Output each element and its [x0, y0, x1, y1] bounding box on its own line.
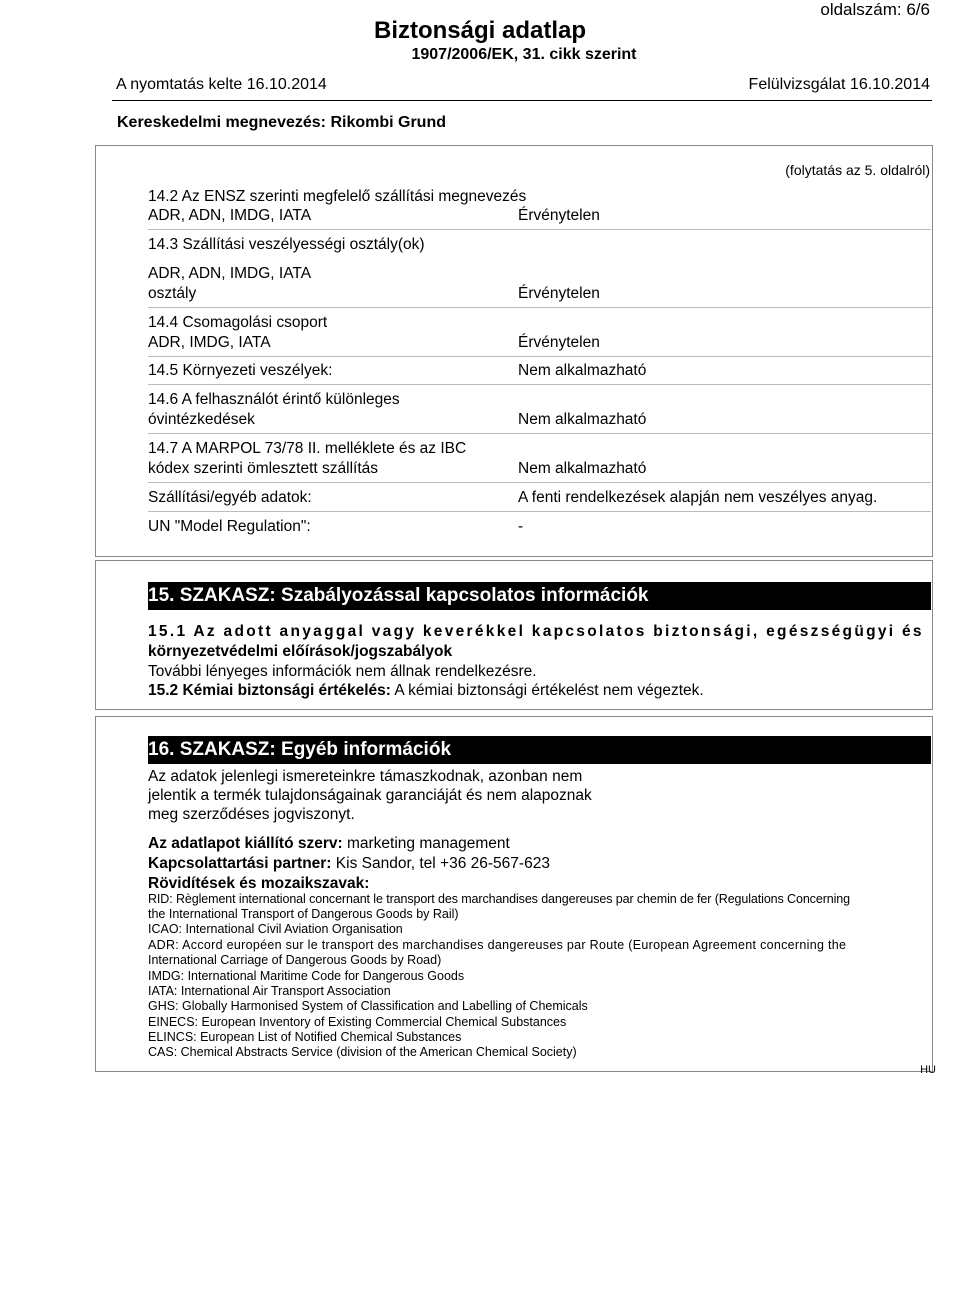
abbr-einecs: EINECS: European Inventory of Existing Commercial Chemical Substances [148, 1015, 567, 1029]
abbr-ghs: GHS: Globally Harmonised System of Classification and Labelling of Chemicals [148, 999, 588, 1013]
issuer-line [148, 835, 510, 853]
abbr-elincs: ELINCS: European List of Notified Chemical Substances [148, 1030, 462, 1044]
s16-intro-2: jelentik a termék tulajdonságainak garanciáját és nem alapoznak [148, 787, 592, 804]
header-divider [112, 100, 932, 101]
abbr-icao: ICAO: International Civil Aviation Organisation [148, 922, 403, 936]
s151-text: További lényeges információk nem állnak rendelkezésre. [148, 663, 537, 680]
trade-name: Kereskedelmi megnevezés: Rikombi Grund [117, 114, 446, 131]
un-value: - [518, 518, 524, 535]
abbr-cas: CAS: Chemical Abstracts Service (division of the American Chemical Society) [148, 1045, 577, 1059]
row-divider [148, 511, 931, 512]
s145-title: 14.5 Környezeti veszélyek: [148, 362, 333, 379]
language-code: HU [920, 1064, 936, 1076]
s143-label-2: osztály [148, 285, 197, 302]
s16-intro-3: meg szerződéses jogviszonyt. [148, 806, 355, 823]
row-divider [148, 229, 931, 230]
issuer-value: marketing management [346, 835, 510, 852]
contact-value: Kis Sandor, tel +36 26-567-623 [335, 855, 550, 872]
transport-label: Szállítási/egyéb adatok: [148, 489, 312, 506]
page-number: oldalszám: 6/6 [820, 0, 930, 19]
revision-date: Felülvizsgálat 16.10.2014 [748, 76, 930, 93]
s146-title-2: óvintézkedések [148, 411, 255, 428]
abbr-rid-2: the International Transport of Dangerous Goods by Rail) [148, 907, 459, 921]
document-title: Biztonsági adatlap [373, 17, 587, 44]
s147-title-1: 14.7 A MARPOL 73/78 II. melléklete és az IBC [148, 440, 467, 457]
s142-value: Érvénytelen [518, 207, 600, 224]
issuer-label: Az adatlapot kiállító szerv: [148, 835, 343, 852]
document-subtitle: 1907/2006/EK, 31. cikk szerint [411, 46, 637, 63]
contact-label: Kapcsolattartási partner: [148, 855, 332, 872]
s142-label: ADR, ADN, IMDG, IATA [148, 207, 312, 224]
abbr-label: Rövidítések és mozaikszavak: [148, 875, 370, 892]
s143-title: 14.3 Szállítási veszélyességi osztály(ok) [148, 236, 425, 253]
s152-label: 15.2 Kémiai biztonsági értékelés: [148, 682, 391, 699]
un-label: UN "Model Regulation": [148, 518, 311, 535]
contact-line [148, 855, 550, 873]
s145-value: Nem alkalmazható [518, 362, 647, 379]
continued-note: (folytatás az 5. oldalról) [785, 162, 930, 178]
row-divider [148, 307, 931, 308]
s144-title: 14.4 Csomagolási csoport [148, 314, 328, 331]
s147-title-2: kódex szerinti ömlesztett szállítás [148, 460, 379, 477]
abbr-iata: IATA: International Air Transport Association [148, 984, 391, 998]
s143-value: Érvénytelen [518, 285, 600, 302]
s151-title-2: környezetvédelmi előírások/jogszabályok [148, 643, 453, 660]
s146-value: Nem alkalmazható [518, 411, 647, 428]
s147-value: Nem alkalmazható [518, 460, 647, 477]
print-date: A nyomtatás kelte 16.10.2014 [116, 76, 327, 93]
row-divider [148, 356, 931, 357]
s152-text: A kémiai biztonsági értékelést nem végeztek. [394, 682, 704, 699]
section-15-title: 15. SZAKASZ: Szabályozással kapcsolatos információk [148, 585, 649, 606]
abbr-imdg: IMDG: International Maritime Code for Dangerous Goods [148, 969, 465, 983]
abbr-adr-1: ADR: Accord européen sur le transport des marchandises dangereuses par Route (European Agreement concerning the [148, 938, 847, 952]
section-16-header [148, 736, 931, 764]
s143-label-1: ADR, ADN, IMDG, IATA [148, 265, 312, 282]
transport-value: A fenti rendelkezések alapján nem veszélyes anyag. [518, 489, 878, 506]
s16-intro-1: Az adatok jelenlegi ismereteinkre támaszkodnak, azonban nem [148, 768, 583, 785]
s144-value: Érvénytelen [518, 334, 600, 351]
section-15-header [148, 582, 931, 610]
s152-line [148, 682, 704, 700]
s151-title-1: 15.1 Az adott anyaggal vagy keverékkel kapcsolatos biztonsági, egészségügyi és [148, 623, 924, 640]
s146-title-1: 14.6 A felhasználót érintő különleges [148, 391, 400, 408]
row-divider [148, 482, 931, 483]
abbr-rid-1: RID: Règlement international concernant le transport des marchandises dangereuses par chemin de fer (Regulations Concerning [148, 892, 850, 906]
row-divider [148, 433, 931, 434]
row-divider [148, 384, 931, 385]
section-16-title: 16. SZAKASZ: Egyéb információk [148, 739, 452, 760]
s144-label: ADR, IMDG, IATA [148, 334, 271, 351]
abbr-adr-2: International Carriage of Dangerous Goods by Road) [148, 953, 442, 967]
s142-title: 14.2 Az ENSZ szerinti megfelelő szállítási megnevezés [148, 188, 527, 205]
